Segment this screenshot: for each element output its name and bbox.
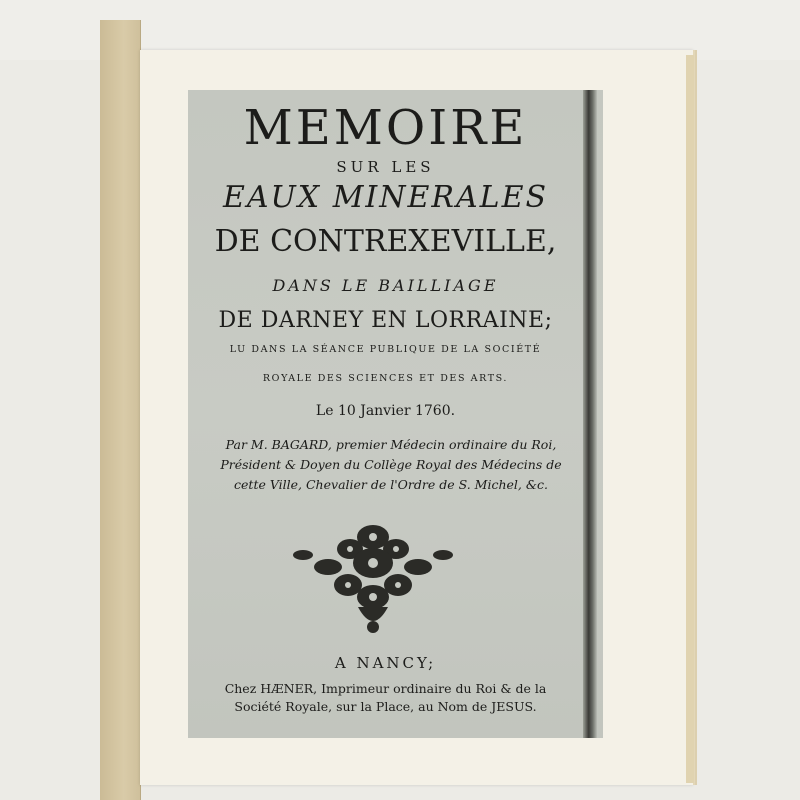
subtitle-eaux-minerales: EAUX MINERALES: [222, 180, 549, 215]
author-block: [206, 435, 576, 495]
read-at-session: LU DANS LA SÉANCE PUBLIQUE DE LA SOCIÉTÉ: [229, 344, 542, 355]
title-memoire: MEMOIRE: [243, 100, 528, 156]
imprint-line: Chez HÆNER, Imprimeur ordinaire du Roi & de la: [224, 681, 547, 696]
photo-edge-shadow: [583, 90, 597, 738]
imprint-block: [188, 680, 583, 716]
date-line: Le 10 Janvier 1760.: [315, 403, 456, 419]
place-nancy: A NANCY;: [334, 654, 437, 672]
subtitle-contrexeville: DE CONTREXEVILLE,: [214, 224, 557, 259]
royal-society: ROYALE DES SCIENCES ET DES ARTS.: [262, 373, 509, 384]
title-page-reproduction: [188, 90, 603, 738]
floral-vignette-ornament: [288, 515, 458, 640]
page-edge: [686, 55, 694, 783]
subtitle-darney: DE DARNEY EN LORRAINE;: [218, 308, 553, 333]
subtitle-bailliage: DANS LE BAILLIAGE: [272, 276, 499, 295]
author-line: Président & Doyen du Collège Royal des Médecins de: [220, 457, 562, 472]
subtitle-sur-les: SUR LES: [336, 158, 435, 176]
book-spine-edge: [100, 20, 141, 800]
imprint-line: Société Royale, sur la Place, au Nom de JESUS.: [234, 699, 537, 714]
author-line: Par M. BAGARD, premier Médecin ordinaire du Roi,: [225, 437, 557, 452]
author-line: cette Ville, Chevalier de l'Ordre de S. Michel, &c.: [234, 477, 548, 492]
